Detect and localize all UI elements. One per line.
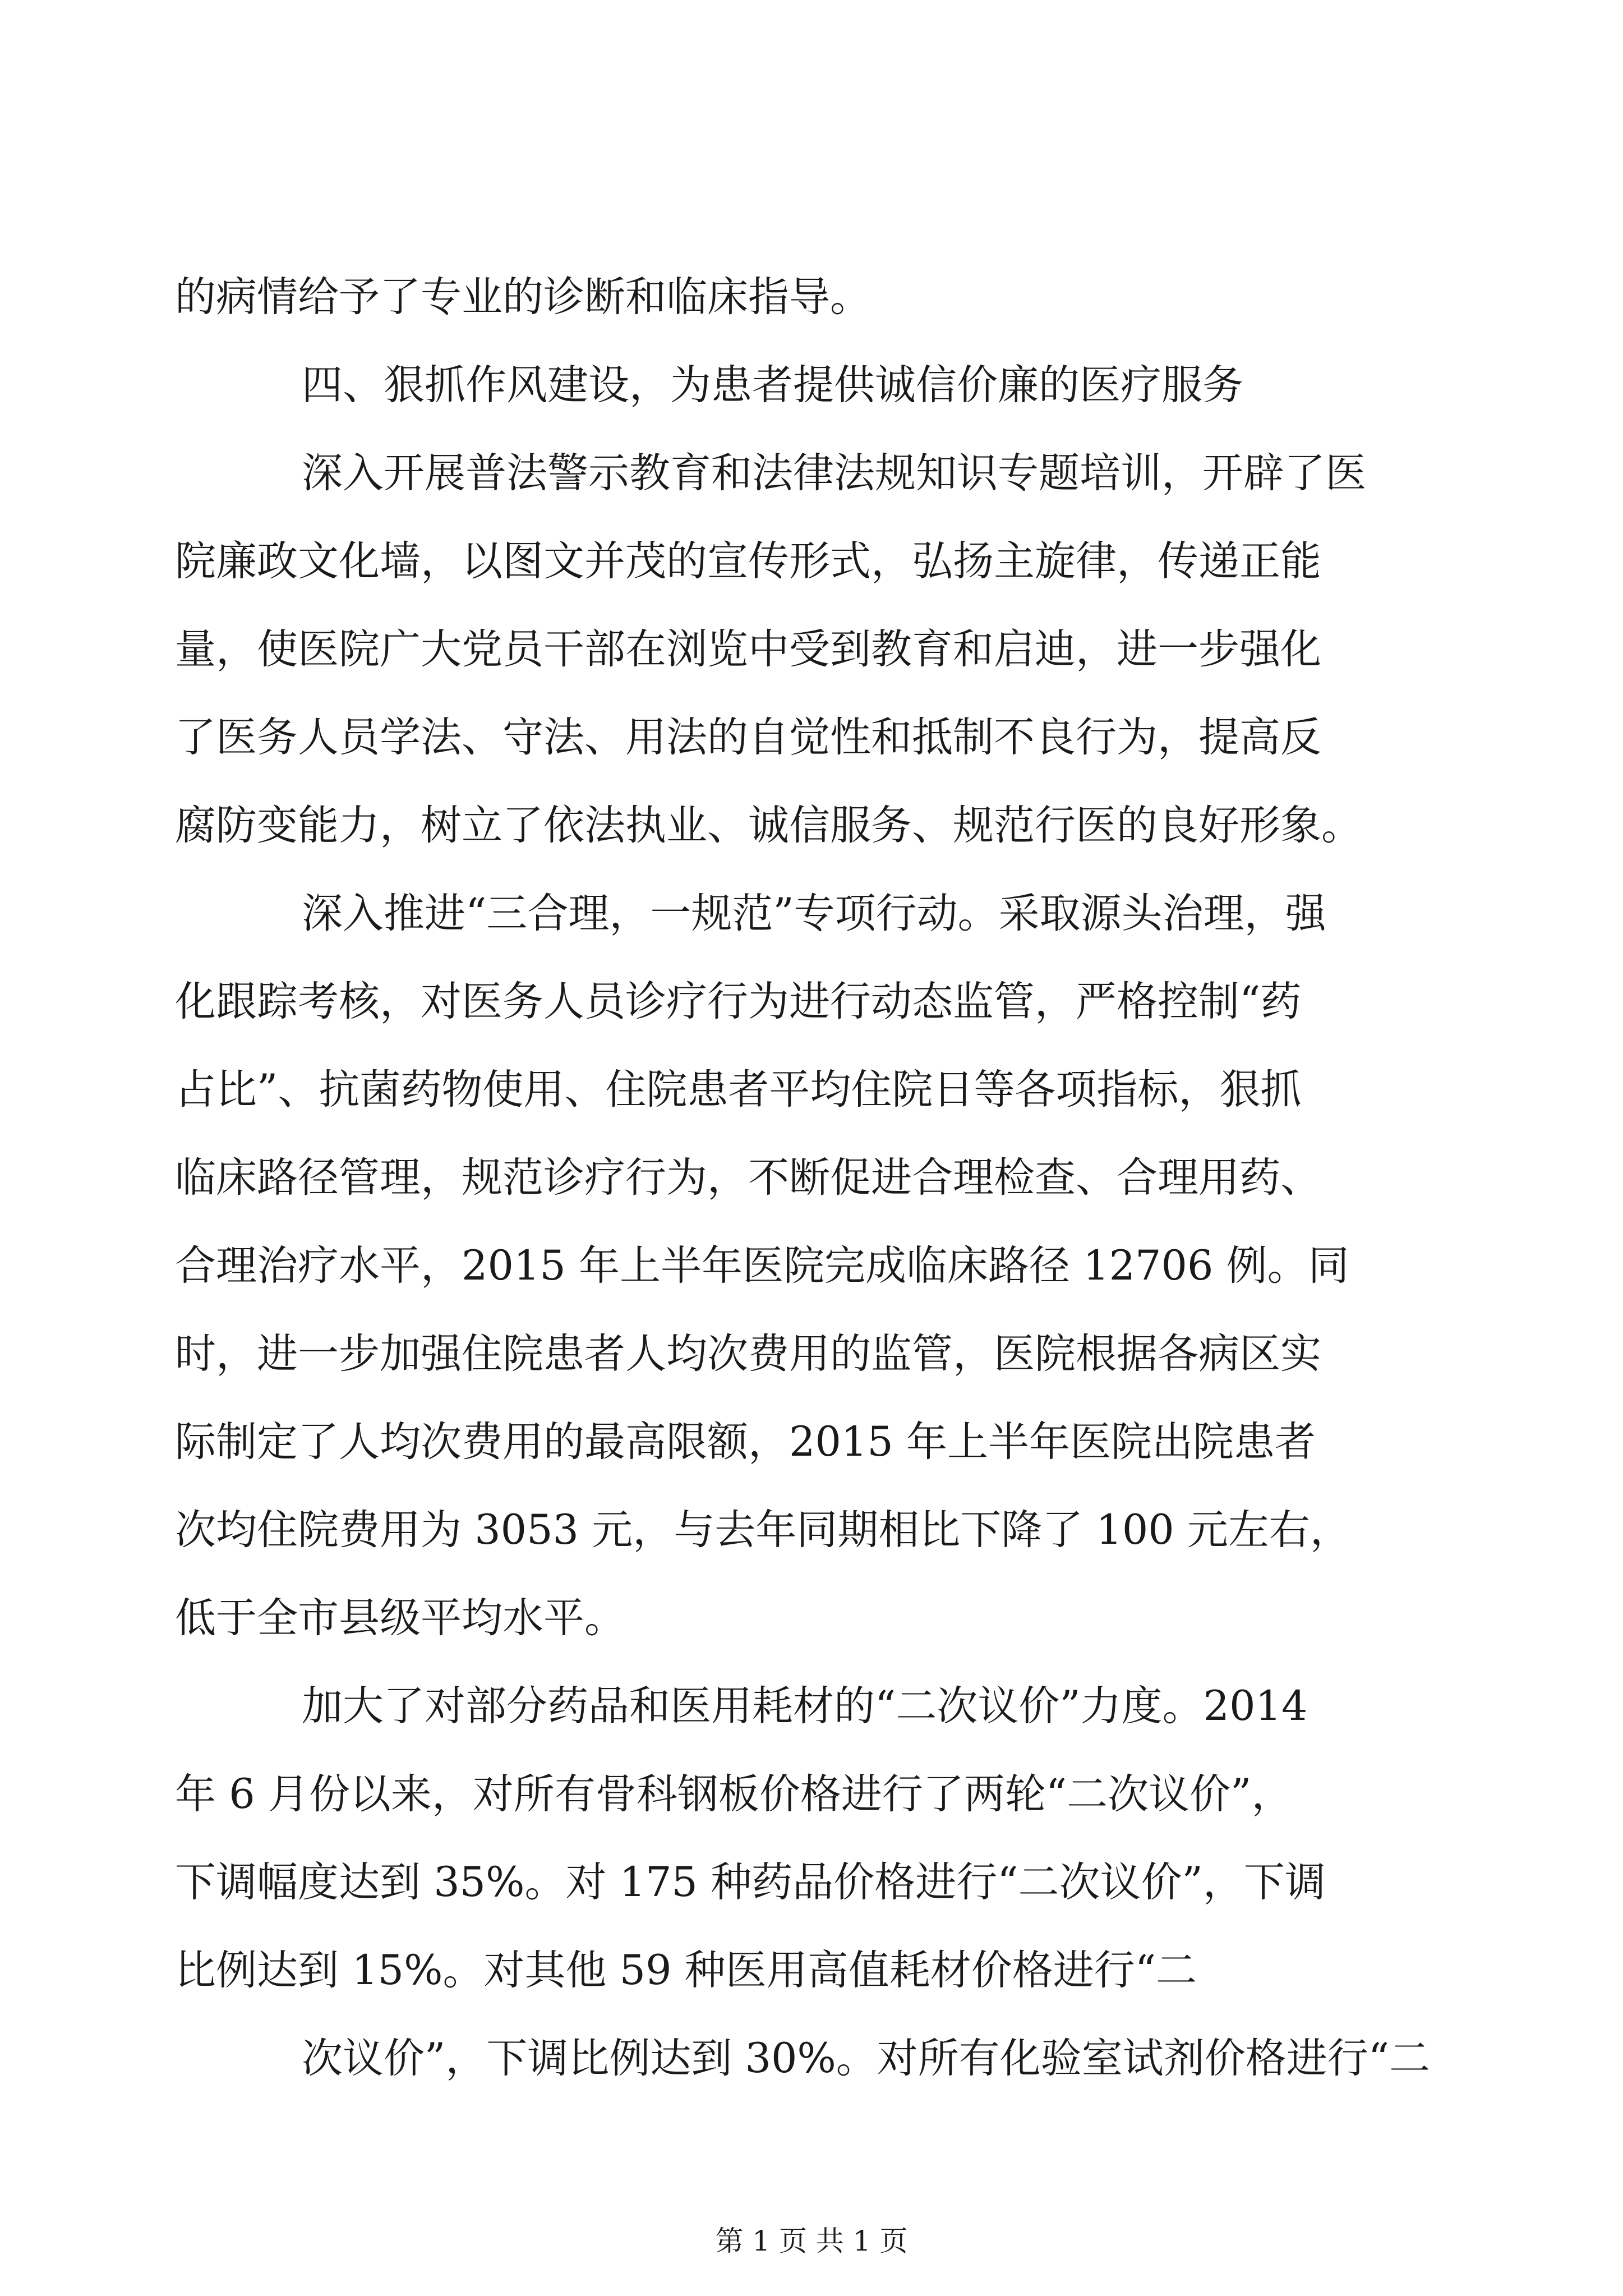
text-line: 深入推进“三合理，一规范”专项行动。采取源头治理，强 (302, 890, 1326, 937)
text-line: 腐防变能力，树立了依法执业、诚信服务、规范行医的良好形象。 (175, 802, 1362, 849)
text-line: 合理治疗水平，2015 年上半年医院完成临床路径 12706 例。同 (175, 1242, 1349, 1290)
text-line: 临床路径管理，规范诊疗行为，不断促进合理检查、合理用药、 (175, 1154, 1321, 1202)
text-line: 的病情给予了专业的诊断和临床指导。 (175, 273, 871, 321)
page-number: 第 1 页 共 1 页 (715, 2225, 908, 2257)
text-line: 际制定了人均次费用的最高限额，2015 年上半年医院出院患者 (175, 1418, 1316, 1466)
text-line: 加大了对部分药品和医用耗材的“二次议价”力度。2014 (302, 1682, 1308, 1730)
text-line: 时，进一步加强住院患者人均次费用的监管，医院根据各病区实 (175, 1330, 1321, 1378)
text-line: 次均住院费用为 3053 元，与去年同期相比下降了 100 元左右， (175, 1506, 1351, 1554)
text-line: 量，使医院广大党员干部在浏览中受到教育和启迪，进一步强化 (175, 625, 1321, 673)
text-line: 低于全市县级平均水平。 (175, 1594, 625, 1642)
text-line: 占比”、抗菌药物使用、住院患者平均住院日等各项指标，狠抓 (175, 1066, 1302, 1114)
text-line: 次议价”，下调比例达到 30%。对所有化验室试剂价格进行“二 (302, 2035, 1431, 2082)
text-line: 院廉政文化墙，以图文并茂的宣传形式，弘扬主旋律，传递正能 (175, 537, 1321, 585)
text-line: 了医务人员学法、守法、用法的自觉性和抵制不良行为，提高反 (175, 714, 1321, 761)
text-line: 下调幅度达到 35%。对 175 种药品价格进行“二次议价”，下调 (175, 1858, 1326, 1906)
text-line: 深入开展普法警示教育和法律法规知识专题培训，开辟了医 (302, 449, 1366, 497)
text-line: 比例达到 15%。对其他 59 种医用高值耗材价格进行“二 (175, 1947, 1197, 1994)
text-line: 年 6 月份以来，对所有骨科钢板价格进行了两轮“二次议价”， (175, 1770, 1293, 1818)
section-heading: 四、狠抓作风建设，为患者提供诚信价廉的医疗服务 (302, 361, 1243, 409)
text-line: 化跟踪考核，对医务人员诊疗行为进行动态监管，严格控制“药 (175, 978, 1302, 1025)
